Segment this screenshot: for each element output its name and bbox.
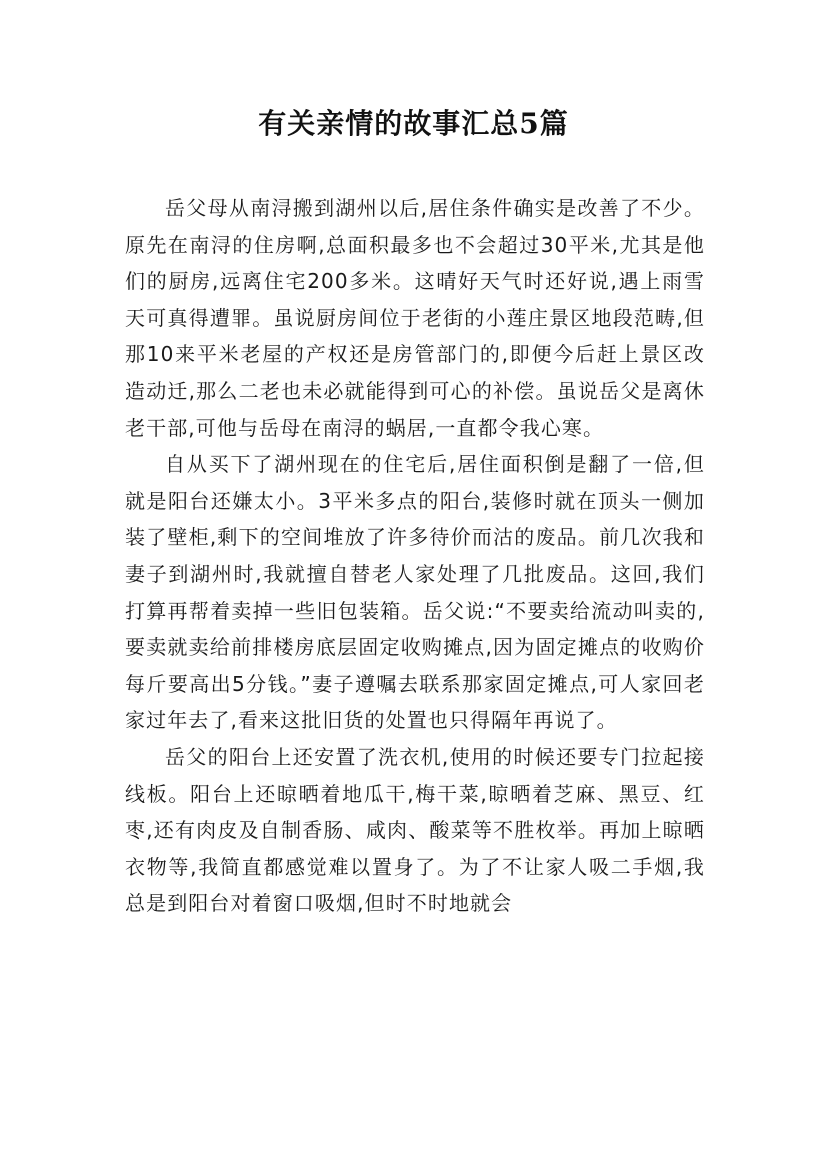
paragraph-2: 自从买下了湖州现在的住宅后,居住面积倒是翻了一倍,但就是阳台还嫌太小。3平米多点的阳台,装修时就在顶头一侧加装了壁柜,剩下的空间堆放了许多待价而沽的废品。前几次我和妻子到湖州时,我就擅自替老人家处理了几批废品。这回,我们打算再帮着卖掉一些旧包装箱。岳父说:“不要卖给流动叫卖的,要卖就卖给前排楼房底层固定收购摊点,因为固定摊点的收购价每斤要高出5分钱。”妻子遵嘱去联系那家固定摊点,可人家回老家过年去了,看来这批旧货的处置也只得隔年再说了。 bbox=[125, 452, 705, 733]
document-title: 有关亲情的故事汇总5篇 bbox=[258, 107, 569, 140]
document-body bbox=[125, 190, 705, 922]
paragraph-3: 岳父的阳台上还安置了洗衣机,使用的时候还要专门拉起接线板。阳台上还晾晒着地瓜干,梅干菜,晾晒着芝麻、黑豆、红枣,还有肉皮及自制香肠、咸肉、酸菜等不胜枚举。再加上晾晒衣物等,我简直都感觉难以置身了。为了不让家人吸二手烟,我总是到阳台对着窗口吸烟,但时不时地就会 bbox=[125, 744, 705, 916]
paragraph-1: 岳父母从南浔搬到湖州以后,居住条件确实是改善了不少。原先在南浔的住房啊,总面积最多也不会超过30平米,尤其是他们的厨房,远离住宅200多米。这晴好天气时还好说,遇上雨雪天可真得遭罪。虽说厨房间位于老街的小莲庄景区地段范畴,但那10来平米老屋的产权还是房管部门的,即便今后赶上景区改造动迁,那么二老也未必就能得到可心的补偿。虽说岳父是离休老干部,可他与岳母在南浔的蜗居,一直都令我心寒。 bbox=[125, 196, 705, 440]
